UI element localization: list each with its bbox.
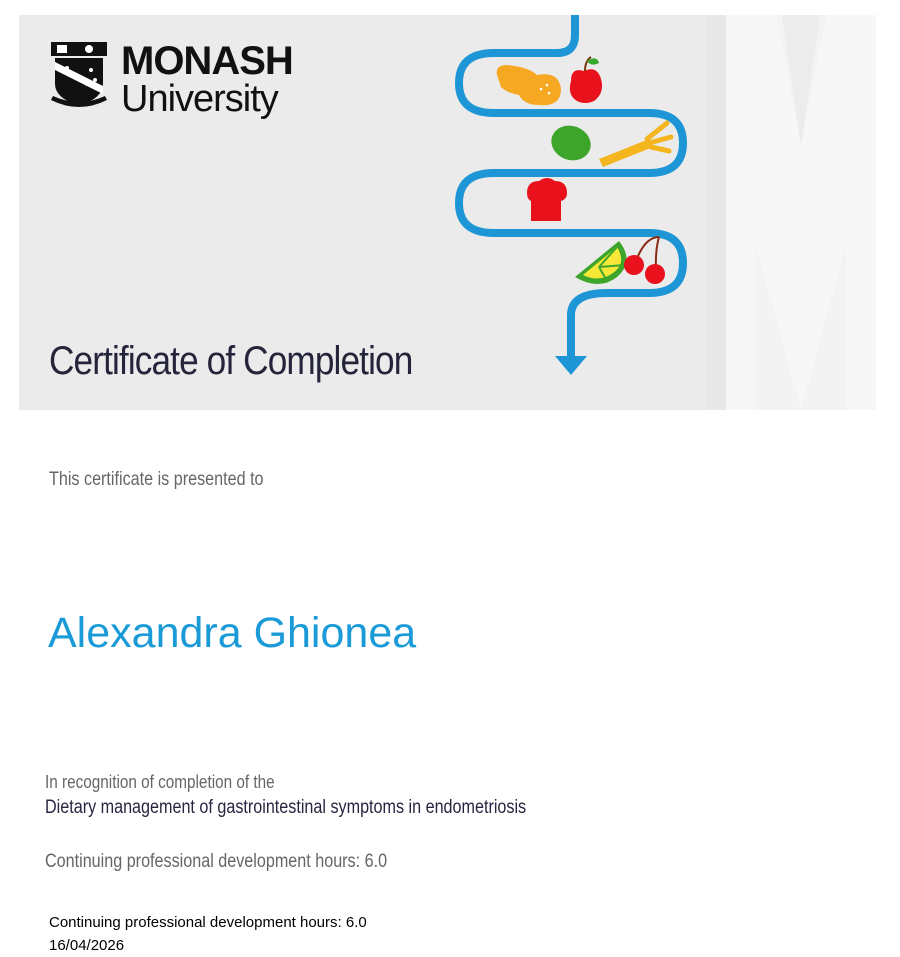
- lime-slice-icon: [575, 241, 627, 284]
- recognition-label: In recognition of completion of the: [45, 772, 275, 792]
- completion-date: 16/04/2026: [49, 937, 125, 954]
- m-watermark-icon: [706, 15, 876, 410]
- apple-icon: [570, 57, 602, 103]
- cherries-icon: [624, 237, 665, 284]
- course-title: Dietary management of gastrointestinal symptoms in endometriosis: [45, 797, 527, 818]
- logo-word-monash: MONASH: [121, 39, 293, 83]
- bread-icon: [527, 178, 567, 221]
- certificate-title: Certificate of Completion: [49, 339, 413, 383]
- logo-word-university: University: [121, 78, 278, 120]
- lime-icon: [546, 120, 595, 166]
- presented-to-label: This certificate is presented to: [49, 469, 264, 490]
- down-arrow-icon: [555, 356, 587, 375]
- certificate-banner: [19, 15, 876, 410]
- footer-cpd-hours: Continuing professional development hours: 6.0: [49, 914, 367, 931]
- leek-icon: [599, 123, 671, 167]
- butternut-squash-icon: [497, 65, 561, 105]
- cpd-hours: Continuing professional development hours: 6.0: [45, 851, 388, 872]
- recipient-name: Alexandra Ghionea: [48, 609, 417, 657]
